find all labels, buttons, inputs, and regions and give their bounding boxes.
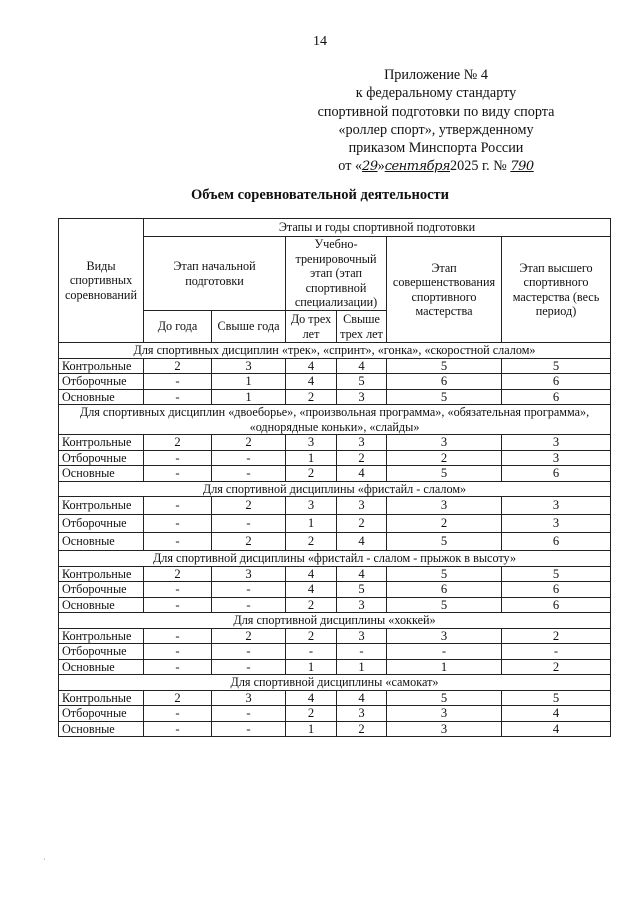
appendix-line: Приложение № 4 bbox=[384, 67, 488, 83]
table-row bbox=[59, 450, 611, 466]
table-cell: - bbox=[212, 582, 286, 598]
table-cell: 3 bbox=[502, 435, 611, 451]
table-row bbox=[59, 533, 611, 551]
table-cell: 6 bbox=[387, 374, 502, 390]
table-cell: 5 bbox=[337, 374, 387, 390]
table-cell: - bbox=[144, 706, 212, 722]
document-title: Объем соревновательной деятельности bbox=[191, 187, 449, 203]
table-cell: 4 bbox=[502, 721, 611, 737]
header-stage-higher: Этап высшего спортивного мастерства (весь период) bbox=[502, 237, 611, 343]
order-date-line bbox=[286, 157, 586, 176]
table-cell: 4 bbox=[337, 566, 387, 582]
table-cell: 1 bbox=[387, 659, 502, 675]
table-cell: - bbox=[144, 533, 212, 551]
table-cell: 3 bbox=[337, 389, 387, 405]
table-cell: 3 bbox=[337, 597, 387, 613]
header-stage-improvement: Этап совершенствования спортивного мастерства bbox=[387, 237, 502, 343]
table-cell: 2 bbox=[144, 690, 212, 706]
table-cell: 1 bbox=[212, 389, 286, 405]
table-cell: 4 bbox=[286, 374, 337, 390]
table-cell: 4 bbox=[337, 533, 387, 551]
table-cell: - bbox=[212, 515, 286, 533]
table-cell: 3 bbox=[337, 497, 387, 515]
table-row bbox=[59, 644, 611, 660]
table-cell: 2 bbox=[212, 497, 286, 515]
row-label: Контрольные bbox=[59, 497, 144, 515]
table-cell: 1 bbox=[286, 721, 337, 737]
row-label: Контрольные bbox=[59, 690, 144, 706]
table-cell: 3 bbox=[212, 690, 286, 706]
table-cell: 6 bbox=[387, 582, 502, 598]
table-row bbox=[59, 374, 611, 390]
table-cell: 3 bbox=[337, 435, 387, 451]
table-cell: - bbox=[212, 644, 286, 660]
appendix-line: к федеральному стандарту bbox=[355, 85, 517, 102]
row-label: Основные bbox=[59, 466, 144, 482]
table-cell: 5 bbox=[502, 358, 611, 374]
table-cell: 6 bbox=[502, 466, 611, 482]
table-cell: - bbox=[212, 659, 286, 675]
subheader-training-2: Свыше трех лет bbox=[337, 311, 387, 343]
table-cell: - bbox=[144, 389, 212, 405]
table-row bbox=[59, 358, 611, 374]
table-cell: 3 bbox=[387, 706, 502, 722]
table-row bbox=[59, 515, 611, 533]
table-cell: 5 bbox=[387, 533, 502, 551]
table-row bbox=[59, 466, 611, 482]
table-cell: 1 bbox=[286, 515, 337, 533]
row-label: Отборочные bbox=[59, 706, 144, 722]
table-cell: - bbox=[212, 597, 286, 613]
row-label: Контрольные bbox=[59, 358, 144, 374]
row-label: Основные bbox=[59, 389, 144, 405]
subheader-initial-1: До года bbox=[144, 311, 212, 343]
table-cell: - bbox=[144, 721, 212, 737]
table-cell: 5 bbox=[387, 566, 502, 582]
table-cell: - bbox=[144, 466, 212, 482]
competition-table bbox=[58, 218, 611, 737]
table-cell: 4 bbox=[286, 582, 337, 598]
table-cell: 3 bbox=[502, 497, 611, 515]
table-cell: 3 bbox=[387, 435, 502, 451]
table-cell: 2 bbox=[387, 515, 502, 533]
table-cell: 2 bbox=[212, 628, 286, 644]
table-cell: 5 bbox=[502, 566, 611, 582]
table-cell: 2 bbox=[144, 435, 212, 451]
table-cell: 5 bbox=[387, 389, 502, 405]
order-mid: » bbox=[377, 158, 385, 175]
header-stage-training: Учебно-тренировочный этап (этап спортивной специализации) bbox=[286, 237, 387, 311]
row-label: Отборочные bbox=[59, 374, 144, 390]
table-cell: 2 bbox=[144, 566, 212, 582]
table-cell: 4 bbox=[337, 358, 387, 374]
header-kinds: Виды спортивных соревнований bbox=[59, 219, 144, 343]
row-label: Контрольные bbox=[59, 628, 144, 644]
section-title: Для спортивной дисциплины «хоккей» bbox=[59, 613, 611, 629]
table-cell: - bbox=[387, 644, 502, 660]
row-label: Отборочные bbox=[59, 644, 144, 660]
row-label: Контрольные bbox=[59, 566, 144, 582]
table-cell: 6 bbox=[502, 533, 611, 551]
table-cell: - bbox=[144, 515, 212, 533]
table-cell: 5 bbox=[387, 466, 502, 482]
order-year: 2025 г. № bbox=[450, 158, 507, 175]
table-cell: 3 bbox=[502, 515, 611, 533]
table-cell: 6 bbox=[502, 582, 611, 598]
table-cell: 3 bbox=[286, 497, 337, 515]
table-cell: 5 bbox=[387, 690, 502, 706]
page-number: 14 bbox=[313, 34, 327, 49]
table-cell: 2 bbox=[212, 533, 286, 551]
table-cell: 2 bbox=[337, 515, 387, 533]
appendix-header bbox=[286, 66, 586, 177]
table-cell: - bbox=[144, 582, 212, 598]
table-cell: 5 bbox=[502, 690, 611, 706]
table-row bbox=[59, 690, 611, 706]
table-cell: 2 bbox=[286, 628, 337, 644]
table-cell: 3 bbox=[337, 706, 387, 722]
table-cell: - bbox=[144, 374, 212, 390]
row-label: Отборочные bbox=[59, 515, 144, 533]
table-row bbox=[59, 659, 611, 675]
table-cell: 4 bbox=[286, 690, 337, 706]
table-cell: 3 bbox=[337, 628, 387, 644]
table-row bbox=[59, 582, 611, 598]
section-title: Для спортивной дисциплины «фристайл - слалом - прыжок в высоту» bbox=[59, 551, 611, 567]
scan-speck: · bbox=[43, 855, 46, 864]
row-label: Отборочные bbox=[59, 582, 144, 598]
table-cell: 4 bbox=[337, 690, 387, 706]
table-cell: 6 bbox=[502, 597, 611, 613]
table-cell: 2 bbox=[286, 389, 337, 405]
table-cell: 2 bbox=[502, 628, 611, 644]
row-label: Основные bbox=[59, 721, 144, 737]
row-label: Основные bbox=[59, 533, 144, 551]
table-row bbox=[59, 497, 611, 515]
header-stage-initial: Этап начальной подготовки bbox=[144, 237, 286, 311]
table-cell: 3 bbox=[212, 358, 286, 374]
appendix-line: приказом Минспорта России bbox=[348, 140, 524, 157]
table-row bbox=[59, 721, 611, 737]
row-label: Основные bbox=[59, 597, 144, 613]
table-cell: 2 bbox=[212, 435, 286, 451]
table-cell: - bbox=[286, 644, 337, 660]
table-cell: 6 bbox=[502, 389, 611, 405]
subheader-initial-2: Свыше года bbox=[212, 311, 286, 343]
table-cell: - bbox=[212, 450, 286, 466]
row-label: Контрольные bbox=[59, 435, 144, 451]
table-row bbox=[59, 628, 611, 644]
section-title: Для спортивной дисциплины «фристайл - слалом» bbox=[59, 481, 611, 497]
table-row bbox=[59, 435, 611, 451]
table-cell: 3 bbox=[286, 435, 337, 451]
table-cell: 5 bbox=[337, 582, 387, 598]
table-cell: 6 bbox=[502, 374, 611, 390]
table-cell: - bbox=[144, 497, 212, 515]
table-cell: 4 bbox=[337, 466, 387, 482]
table-cell: 2 bbox=[144, 358, 212, 374]
table-cell: - bbox=[144, 597, 212, 613]
table-cell: 2 bbox=[286, 597, 337, 613]
table-cell: 1 bbox=[286, 659, 337, 675]
table-cell: 2 bbox=[286, 466, 337, 482]
table-cell: - bbox=[502, 644, 611, 660]
table-cell: - bbox=[212, 466, 286, 482]
section-title: Для спортивной дисциплины «самокат» bbox=[59, 675, 611, 691]
header-stages: Этапы и годы спортивной подготовки bbox=[144, 219, 611, 237]
table-cell: 1 bbox=[286, 450, 337, 466]
table-cell: 4 bbox=[286, 566, 337, 582]
table-cell: 2 bbox=[337, 721, 387, 737]
table-cell: 3 bbox=[212, 566, 286, 582]
table-cell: 5 bbox=[387, 358, 502, 374]
table-cell: 4 bbox=[502, 706, 611, 722]
section-title: Для спортивных дисциплин «двоеборье», «произвольная программа», «обязательная программа», «однорядные коньки», «слайды» bbox=[59, 405, 611, 435]
table-cell: 3 bbox=[387, 497, 502, 515]
order-day-handwritten: 29 bbox=[362, 159, 378, 175]
subheader-training-1: До трех лет bbox=[286, 311, 337, 343]
table-row bbox=[59, 706, 611, 722]
table-cell: - bbox=[144, 628, 212, 644]
table-cell: - bbox=[337, 644, 387, 660]
table-cell: 3 bbox=[387, 721, 502, 737]
table-row bbox=[59, 566, 611, 582]
table-cell: - bbox=[144, 659, 212, 675]
table-cell: 3 bbox=[502, 450, 611, 466]
order-prefix: от « bbox=[338, 158, 363, 175]
order-number-handwritten: 790 bbox=[510, 159, 534, 175]
order-month-handwritten: сентября bbox=[384, 159, 451, 175]
table-cell: 4 bbox=[286, 358, 337, 374]
table-cell: 2 bbox=[502, 659, 611, 675]
appendix-line: «роллер спорт», утвержденному bbox=[338, 121, 534, 138]
table-row bbox=[59, 597, 611, 613]
table-cell: 5 bbox=[387, 597, 502, 613]
row-label: Основные bbox=[59, 659, 144, 675]
section-title: Для спортивных дисциплин «трек», «спринт», «гонка», «скоростной слалом» bbox=[59, 343, 611, 359]
table-row bbox=[59, 389, 611, 405]
table-cell: 1 bbox=[212, 374, 286, 390]
table-cell: 3 bbox=[387, 628, 502, 644]
table-cell: - bbox=[212, 721, 286, 737]
table-cell: 2 bbox=[387, 450, 502, 466]
appendix-line: спортивной подготовки по виду спорта bbox=[317, 103, 555, 120]
table-cell: 2 bbox=[337, 450, 387, 466]
table-cell: 2 bbox=[286, 533, 337, 551]
table-cell: - bbox=[212, 706, 286, 722]
row-label: Отборочные bbox=[59, 450, 144, 466]
table-cell: - bbox=[144, 450, 212, 466]
table-cell: 1 bbox=[337, 659, 387, 675]
table-cell: 2 bbox=[286, 706, 337, 722]
table-cell: - bbox=[144, 644, 212, 660]
